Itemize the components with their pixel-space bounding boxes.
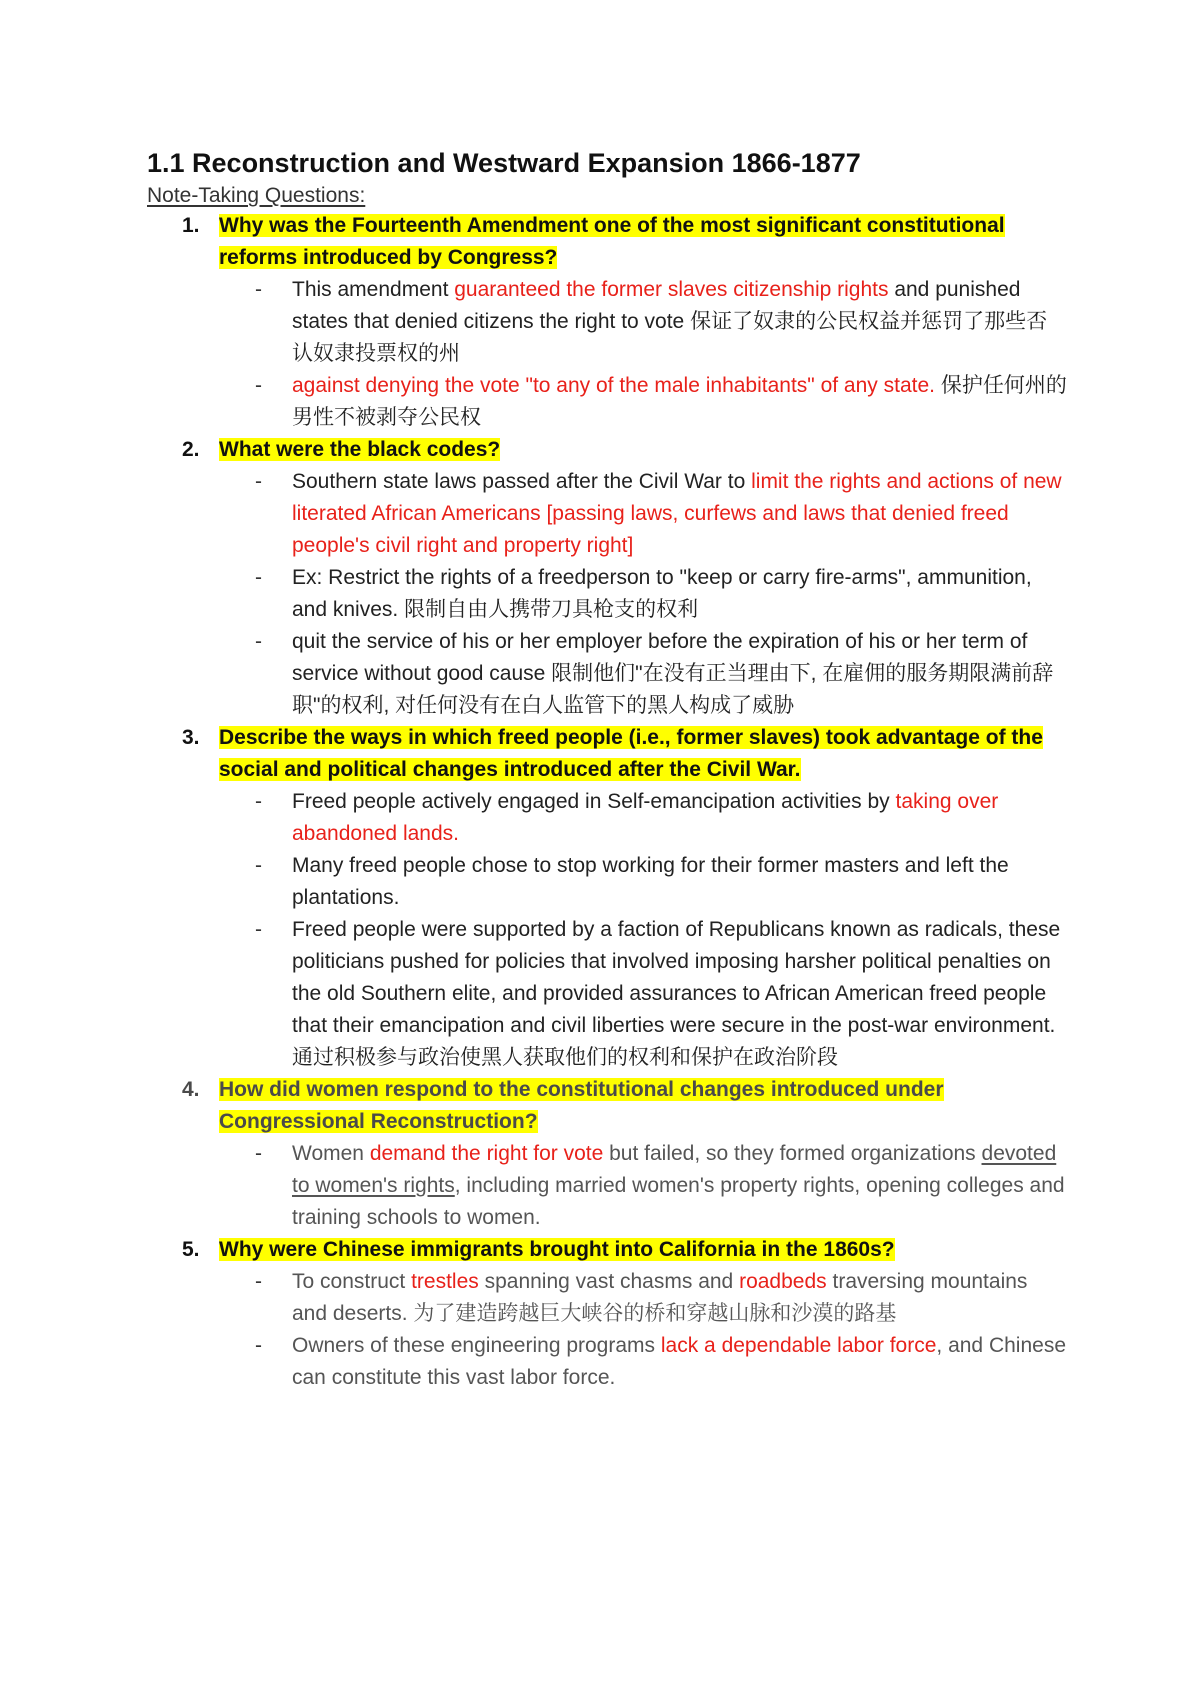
question-number: 1.: [182, 214, 200, 237]
answer-segment: Freed people were supported by a faction of Republicans known as radicals, these politicians pushed for policies that involved imposing harsher political penalties on the old Southern elite, and provided assurances to African American freed people that their emancipation and civil liberties were secure in the post-war environment. 通过积极参与政治使黑人获取他们的权利和保护在政治阶段: [292, 918, 1061, 1069]
answer-text: [292, 1266, 1067, 1330]
answer-segment: and punished states that denied citizens the right to vote 保证了奴隶的公民权益并惩罚了那些否认奴隶投票权的州: [292, 278, 1048, 365]
question-number: 3.: [182, 726, 200, 749]
answer-item: [147, 370, 1067, 434]
bullet-dash: -: [255, 470, 262, 493]
question-text: Why was the Fourteenth Amendment one of the most significant constitutional reforms introduced by Congress?: [219, 214, 1005, 269]
question-5: [147, 1234, 1067, 1266]
answer-segment: , including married women's property rights, opening colleges and training schools to women.: [292, 1174, 1065, 1229]
bullet-dash: -: [255, 790, 262, 813]
answer-segment: Owners of these engineering programs: [292, 1334, 661, 1357]
question-number: 5.: [182, 1238, 200, 1261]
question-text: What were the black codes?: [219, 438, 501, 461]
answer-item: [147, 1330, 1067, 1394]
answer-text: [292, 1330, 1067, 1394]
question-text: How did women respond to the constitutional changes introduced under Congressional Reconstruction?: [219, 1078, 944, 1133]
answer-segment: This amendment: [292, 278, 455, 301]
bullet-dash: -: [255, 918, 262, 941]
answer-text: [292, 370, 1067, 434]
answer-item: [147, 466, 1067, 562]
bullet-dash: -: [255, 278, 262, 301]
answer-text: [292, 1138, 1067, 1234]
answer-item: [147, 1266, 1067, 1330]
answer-text: [292, 914, 1067, 1074]
document-title: 1.1 Reconstruction and Westward Expansion 1866-1877: [147, 148, 861, 178]
bullet-dash: -: [255, 1334, 262, 1357]
question-number: 4.: [182, 1078, 200, 1101]
bullet-dash: -: [255, 1142, 262, 1165]
question-4: [147, 1074, 1067, 1138]
answer-highlight-red: guaranteed the former slaves citizenship rights: [454, 278, 889, 301]
bullet-dash: -: [255, 374, 262, 397]
answer-text: [292, 850, 1067, 914]
answer-segment: Southern state laws passed after the Civil War to: [292, 470, 752, 493]
question-number: 2.: [182, 438, 200, 461]
answer-segment: but failed, so they formed organizations: [603, 1142, 982, 1165]
note-taking-subtitle: Note-Taking Questions:: [147, 184, 366, 207]
answer-item: [147, 914, 1067, 1074]
answer-segment: quit the service of his or her employer before the expiration of his or her term of service without good cause 限制他们"在没有正当理由下, 在雇佣的服务期限满前辞职"的权利, 对任何没有在白人监管下的黑人构成了威胁: [292, 630, 1054, 717]
answer-segment: spanning vast chasms and: [478, 1270, 740, 1293]
answer-text: [292, 274, 1067, 370]
bullet-dash: -: [255, 630, 262, 653]
question-text: Why were Chinese immigrants brought into California in the 1860s?: [219, 1238, 895, 1261]
answer-item: [147, 626, 1067, 722]
answer-text: [292, 562, 1067, 626]
answer-underlined: devoted to women's rights: [292, 1142, 1057, 1197]
answer-highlight-red: lack a dependable labor force: [660, 1334, 937, 1357]
answer-item: [147, 274, 1067, 370]
answer-highlight-red: limit the rights and actions of new literated African Americans [passing laws, curfews and laws that denied freed people's civil right and property right]: [292, 470, 1062, 557]
answer-segment: Ex: Restrict the rights of a freedperson to "keep or carry fire-arms", ammunition, and knives. 限制自由人携带刀具枪支的权利: [292, 566, 1032, 621]
answer-segment: To construct: [292, 1270, 412, 1293]
bullet-dash: -: [255, 854, 262, 877]
question-2: [147, 434, 1067, 466]
answer-item: [147, 850, 1067, 914]
document-content: [147, 144, 1067, 1394]
bullet-dash: -: [255, 566, 262, 589]
answer-text: [292, 626, 1067, 722]
question-text: Describe the ways in which freed people (i.e., former slaves) took advantage of the social and political changes introduced after the Civil War.: [219, 726, 1043, 781]
answer-segment: Freed people actively engaged in Self-emancipation activities by: [292, 790, 896, 813]
answer-segment: 保护任何州的男性不被剥夺公民权: [292, 374, 1067, 429]
questions-list: [147, 210, 1067, 1394]
answer-item: [147, 786, 1067, 850]
question-3: [147, 722, 1067, 786]
bullet-dash: -: [255, 1270, 262, 1293]
answer-highlight-red: trestles: [411, 1270, 479, 1293]
answer-segment: , and Chinese can constitute this vast labor force.: [292, 1334, 1066, 1389]
question-1: [147, 210, 1067, 274]
answer-text: [292, 466, 1067, 562]
answer-text: [292, 786, 1067, 850]
answer-item: [147, 1138, 1067, 1234]
answer-segment: Many freed people chose to stop working for their former masters and left the plantations.: [292, 854, 1009, 909]
answer-segment: Women: [292, 1142, 370, 1165]
answer-segment: traversing mountains and deserts. 为了建造跨越巨大峡谷的桥和穿越山脉和沙漠的路基: [292, 1270, 1028, 1325]
answer-highlight-red: taking over abandoned lands.: [292, 790, 999, 845]
answer-highlight-red: demand the right for vote: [369, 1142, 604, 1165]
answer-item: [147, 562, 1067, 626]
answer-highlight-red: against denying the vote "to any of the male inhabitants" of any state.: [292, 374, 935, 397]
answer-highlight-red: roadbeds: [739, 1270, 827, 1293]
